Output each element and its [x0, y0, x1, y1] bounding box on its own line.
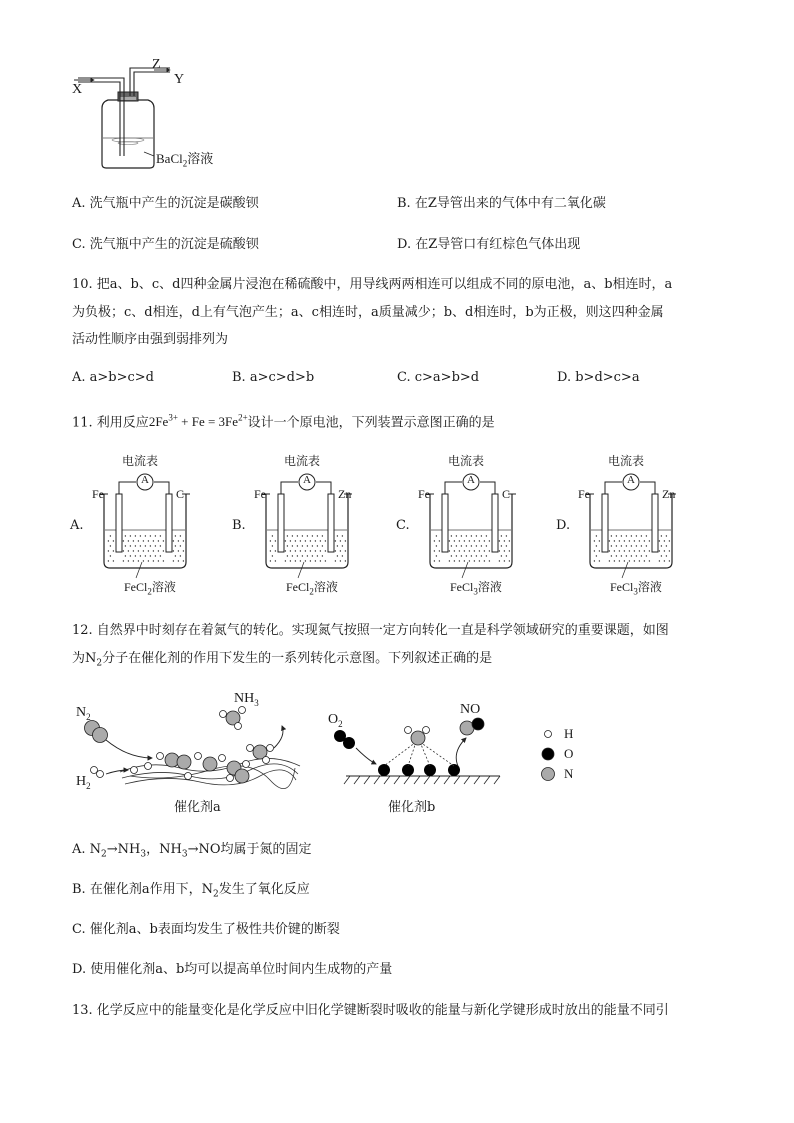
ammeter-icon: A — [303, 474, 311, 486]
electrode-left-label: Fe — [418, 487, 430, 501]
nitrogen-conversion-diagram — [70, 690, 630, 820]
cell-diagram-b[interactable] — [232, 450, 382, 600]
q9-label-x: X — [72, 82, 83, 97]
cell-option-label: A. — [70, 518, 84, 533]
q12-option-c[interactable]: C. 催化剂a、b表面均发生了极性共价键的断裂 — [72, 922, 340, 937]
q12-option-b[interactable]: B. 在催化剂a作用下，$N_2$发生了氧化反应 — [72, 882, 310, 900]
q9-option-a[interactable]: A. 洗气瓶中产生的沉淀是碳酸钡 — [72, 196, 259, 211]
electrolyte-label: FeCl$_3$溶液 — [450, 580, 502, 597]
n2-molecule — [85, 721, 108, 743]
q12-stem-line2: 为$N_2$分子在催化剂的作用下发生的一系列转化示意图。下列叙述正确的是 — [72, 651, 493, 669]
ammeter-icon: A — [467, 474, 475, 486]
q10-option-b[interactable]: B. a>c>d>b — [232, 370, 315, 385]
cell-option-label: D. — [556, 518, 571, 533]
label-no: NO — [460, 702, 481, 717]
q9-label-y: Y — [174, 72, 185, 87]
legend-swatches — [542, 731, 555, 781]
q9-figure — [70, 56, 260, 176]
q12-figure — [70, 690, 630, 820]
electrolyte-label: FeCl$_2$溶液 — [124, 580, 176, 597]
electrode-left-label: Fe — [92, 487, 104, 501]
q10-option-c[interactable]: C. c>a>b>d — [397, 370, 480, 385]
q9-solution-label: BaCl$_2$溶液 — [156, 151, 214, 169]
legend-h: H — [564, 726, 574, 741]
ammeter-icon: A — [141, 474, 149, 486]
q12-stem-line1: 12. 自然界中时刻存在着氮气的转化。实现氮气按照一定方向转化一直是科学领域研究的重要课题，如图 — [72, 623, 669, 638]
q12-option-a[interactable]: A. $N_2\to NH_3$，$NH_3\to NO$均属于氮的固定 — [72, 842, 312, 860]
q9-option-b[interactable]: B. 在Z导管出来的气体中有二氧化碳 — [397, 196, 606, 211]
legend-o: O — [564, 746, 574, 761]
q10-stem-line2: 为负极；c、d相连，d上有气泡产生；a、c相连时，a质量减少；b、d相连时，b为正极，则这四种金属 — [72, 305, 664, 320]
no-molecule — [460, 718, 484, 735]
label-nh3: $NH_3$ — [234, 691, 259, 708]
label-catalyst-a: 催化剂a — [174, 800, 221, 815]
ammeter-label: 电流表 — [284, 454, 321, 468]
q11-stem: 11. 利用反应$2Fe^{3+} + Fe = 3Fe^{2+}$设计一个原电池，下列装置示意图正确的是 — [72, 413, 495, 431]
electrolyte-label: FeCl$_3$溶液 — [610, 580, 662, 597]
cell-option-label: C. — [396, 518, 410, 533]
q9-option-d[interactable]: D. 在Z导管口有红棕色气体出现 — [397, 237, 581, 252]
h2-molecule — [91, 767, 104, 778]
ammeter-icon: A — [627, 474, 635, 486]
label-catalyst-b: 催化剂b — [388, 800, 436, 815]
q13-stem-line1: 13. 化学反应中的能量变化是化学反应中旧化学键断裂时吸收的能量与新化学键形成时放出的能量不同引 — [72, 1003, 669, 1018]
cell-diagram-c[interactable] — [396, 450, 546, 600]
electrode-right-label: C — [502, 487, 511, 501]
legend-n: N — [564, 766, 574, 781]
cell-diagram-d[interactable] — [556, 450, 706, 600]
ammeter-label: 电流表 — [122, 454, 159, 468]
electrolyte-label: FeCl$_2$溶液 — [286, 580, 338, 597]
electrode-left-label: Fe — [578, 487, 590, 501]
ammeter-label: 电流表 — [608, 454, 645, 468]
ammeter-label: 电流表 — [448, 454, 485, 468]
q9-label-z: Z — [152, 57, 161, 72]
label-n2: $N_2$ — [76, 705, 91, 722]
label-h2: $H_2$ — [76, 774, 91, 791]
label-o2: $O_2$ — [328, 712, 343, 729]
q12-option-d[interactable]: D. 使用催化剂a、b均可以提高单位时间内生成物的产量 — [72, 962, 393, 977]
q10-stem-line3: 活动性顺序由强到弱排列为 — [72, 332, 229, 347]
cell-diagram-a[interactable] — [70, 450, 220, 600]
q10-option-d[interactable]: D. b>d>c>a — [557, 370, 640, 385]
electrode-right-label: Zn — [338, 487, 352, 501]
o2-molecule — [334, 730, 355, 749]
electrode-left-label: Fe — [254, 487, 266, 501]
nh3-molecule — [220, 707, 246, 730]
q10-stem-line1: 10. 把a、b、c、d四种金属片浸泡在稀硫酸中，用导线两两相连可以组成不同的原电池，a、b相连时，a — [72, 277, 673, 292]
electrode-right-label: Zn — [662, 487, 676, 501]
electrode-right-label: C — [176, 487, 185, 501]
cell-option-label: B. — [232, 518, 246, 533]
q9-option-c[interactable]: C. 洗气瓶中产生的沉淀是硫酸钡 — [72, 237, 259, 252]
q10-option-a[interactable]: A. a>b>c>d — [72, 370, 155, 385]
